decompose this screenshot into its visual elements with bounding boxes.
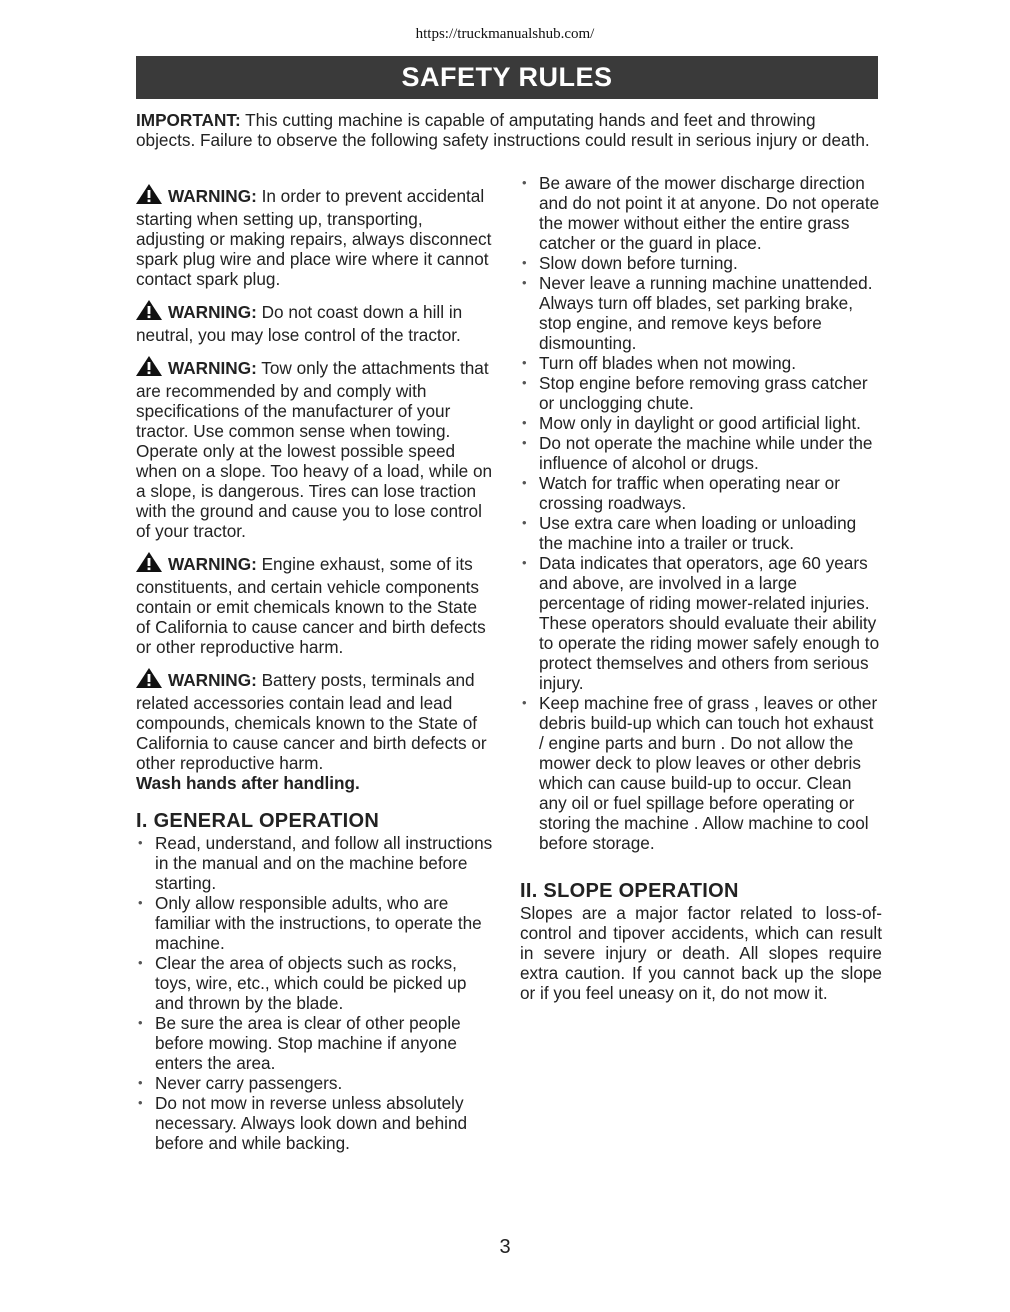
warning-block <box>136 355 496 541</box>
wash-hands-notice: Wash hands after handling. <box>136 773 360 793</box>
list-item: • Use extra care when loading or unloading the machine into a trailer or truck. <box>520 513 882 553</box>
left-column <box>136 183 496 1153</box>
section-heading-general-operation: I. GENERAL OPERATION <box>136 810 380 832</box>
warning-text: Battery posts, terminals and related accessories contain lead and lead compounds, chemicals known to the State of California to cause cancer and birth defects or other reproductive harm. <box>136 670 487 773</box>
list-item: • Stop engine before removing grass catcher or unclogging chute. <box>520 373 882 413</box>
warning-label: WARNING: <box>168 186 257 206</box>
important-label: IMPORTANT: <box>136 110 241 130</box>
warning-label: WARNING: <box>168 358 257 378</box>
important-text: This cutting machine is capable of amputating hands and feet and throwing objects. Failure to observe the following safety instructions could result in serious injury or death. <box>136 110 870 150</box>
list-item: • Read, understand, and follow all instructions in the manual and on the machine before starting. <box>136 833 496 893</box>
warning-triangle-icon <box>136 667 166 693</box>
list-item: • Clear the area of objects such as rocks, toys, wire, etc., which could be picked up and thrown by the blade. <box>136 953 496 1013</box>
list-item: • Keep machine free of grass , leaves or other debris build-up which can touch hot exhaust / engine parts and burn . Do not allow the mower deck to plow leaves or other debris which can cause build-up to occur. Clean any oil or fuel spillage before operating or storing the machine . Allow machine to cool before storage. <box>520 693 882 853</box>
list-item: • Turn off blades when not mowing. <box>520 353 882 373</box>
warning-label: WARNING: <box>168 670 257 690</box>
list-item: • Mow only in daylight or good artificial light. <box>520 413 882 433</box>
operation-rules-list <box>520 173 882 853</box>
slope-operation-text: Slopes are a major factor related to loss-of-control and tipover accidents, which can result in severe injury or death. All slopes require extra caution. If you cannot back up the slope or if you feel uneasy on it, do not mow it. <box>520 903 882 1003</box>
warning-triangle-icon <box>136 551 166 577</box>
warning-text: In order to prevent accidental starting when setting up, transporting, adjusting or making repairs, always disconnect spark plug wire and place wire where it cannot contact spark plug. <box>136 186 492 289</box>
warning-text: Tow only the attachments that are recommended by and comply with specifications of the manufacturer of your tractor. Use common sense when towing. Operate only at the lowest possible speed when on a slope. Too heavy of a load, while on a slope, is dangerous. Tires can lose traction with the ground and cause you to lose control of your tractor. <box>136 358 493 541</box>
warning-block <box>136 299 496 345</box>
list-item: • Slow down before turning. <box>520 253 882 273</box>
list-item: • Be sure the area is clear of other people before mowing. Stop machine if anyone enters the area. <box>136 1013 496 1073</box>
list-item: • Only allow responsible adults, who are familiar with the instructions, to operate the machine. <box>136 893 496 953</box>
warning-triangle-icon <box>136 355 166 381</box>
warning-block <box>136 183 496 289</box>
list-item: • Do not mow in reverse unless absolutely necessary. Always look down and behind before and while backing. <box>136 1093 496 1153</box>
right-column <box>520 173 882 1003</box>
general-operation-list <box>136 833 496 1153</box>
warning-block <box>136 551 496 657</box>
warning-triangle-icon <box>136 299 166 325</box>
page-number: 3 <box>499 1236 511 1258</box>
list-item: • Do not operate the machine while under the influence of alcohol or drugs. <box>520 433 882 473</box>
list-item: • Be aware of the mower discharge direction and do not point it at anyone. Do not operate the mower without either the entire grass catcher or the guard in place. <box>520 173 882 253</box>
warning-label: WARNING: <box>168 302 257 322</box>
list-item: • Never leave a running machine unattended. Always turn off blades, set parking brake, stop engine, and remove keys before dismounting. <box>520 273 882 353</box>
list-item: • Data indicates that operators, age 60 years and above, are involved in a large percentage of riding mower-related injuries. These operators should evaluate their ability to operate the riding mower safely enough to protect themselves and others from serious injury. <box>520 553 882 693</box>
section-heading-slope-operation: II. SLOPE OPERATION <box>520 880 739 902</box>
warning-triangle-icon <box>136 183 166 209</box>
page-title-banner: SAFETY RULES <box>136 56 878 99</box>
warning-text: Engine exhaust, some of its constituents, and certain vehicle components contain or emit chemicals known to the State of California to cause cancer and birth defects or other reproductive harm. <box>136 554 486 657</box>
source-url: https://truckmanualshub.com/ <box>415 26 595 42</box>
list-item: • Never carry passengers. <box>136 1073 496 1093</box>
important-notice <box>136 110 876 150</box>
warning-block <box>136 667 496 793</box>
warning-text: Do not coast down a hill in neutral, you may lose control of the tractor. <box>136 302 463 345</box>
list-item: • Watch for traffic when operating near or crossing roadways. <box>520 473 882 513</box>
warning-label: WARNING: <box>168 554 257 574</box>
